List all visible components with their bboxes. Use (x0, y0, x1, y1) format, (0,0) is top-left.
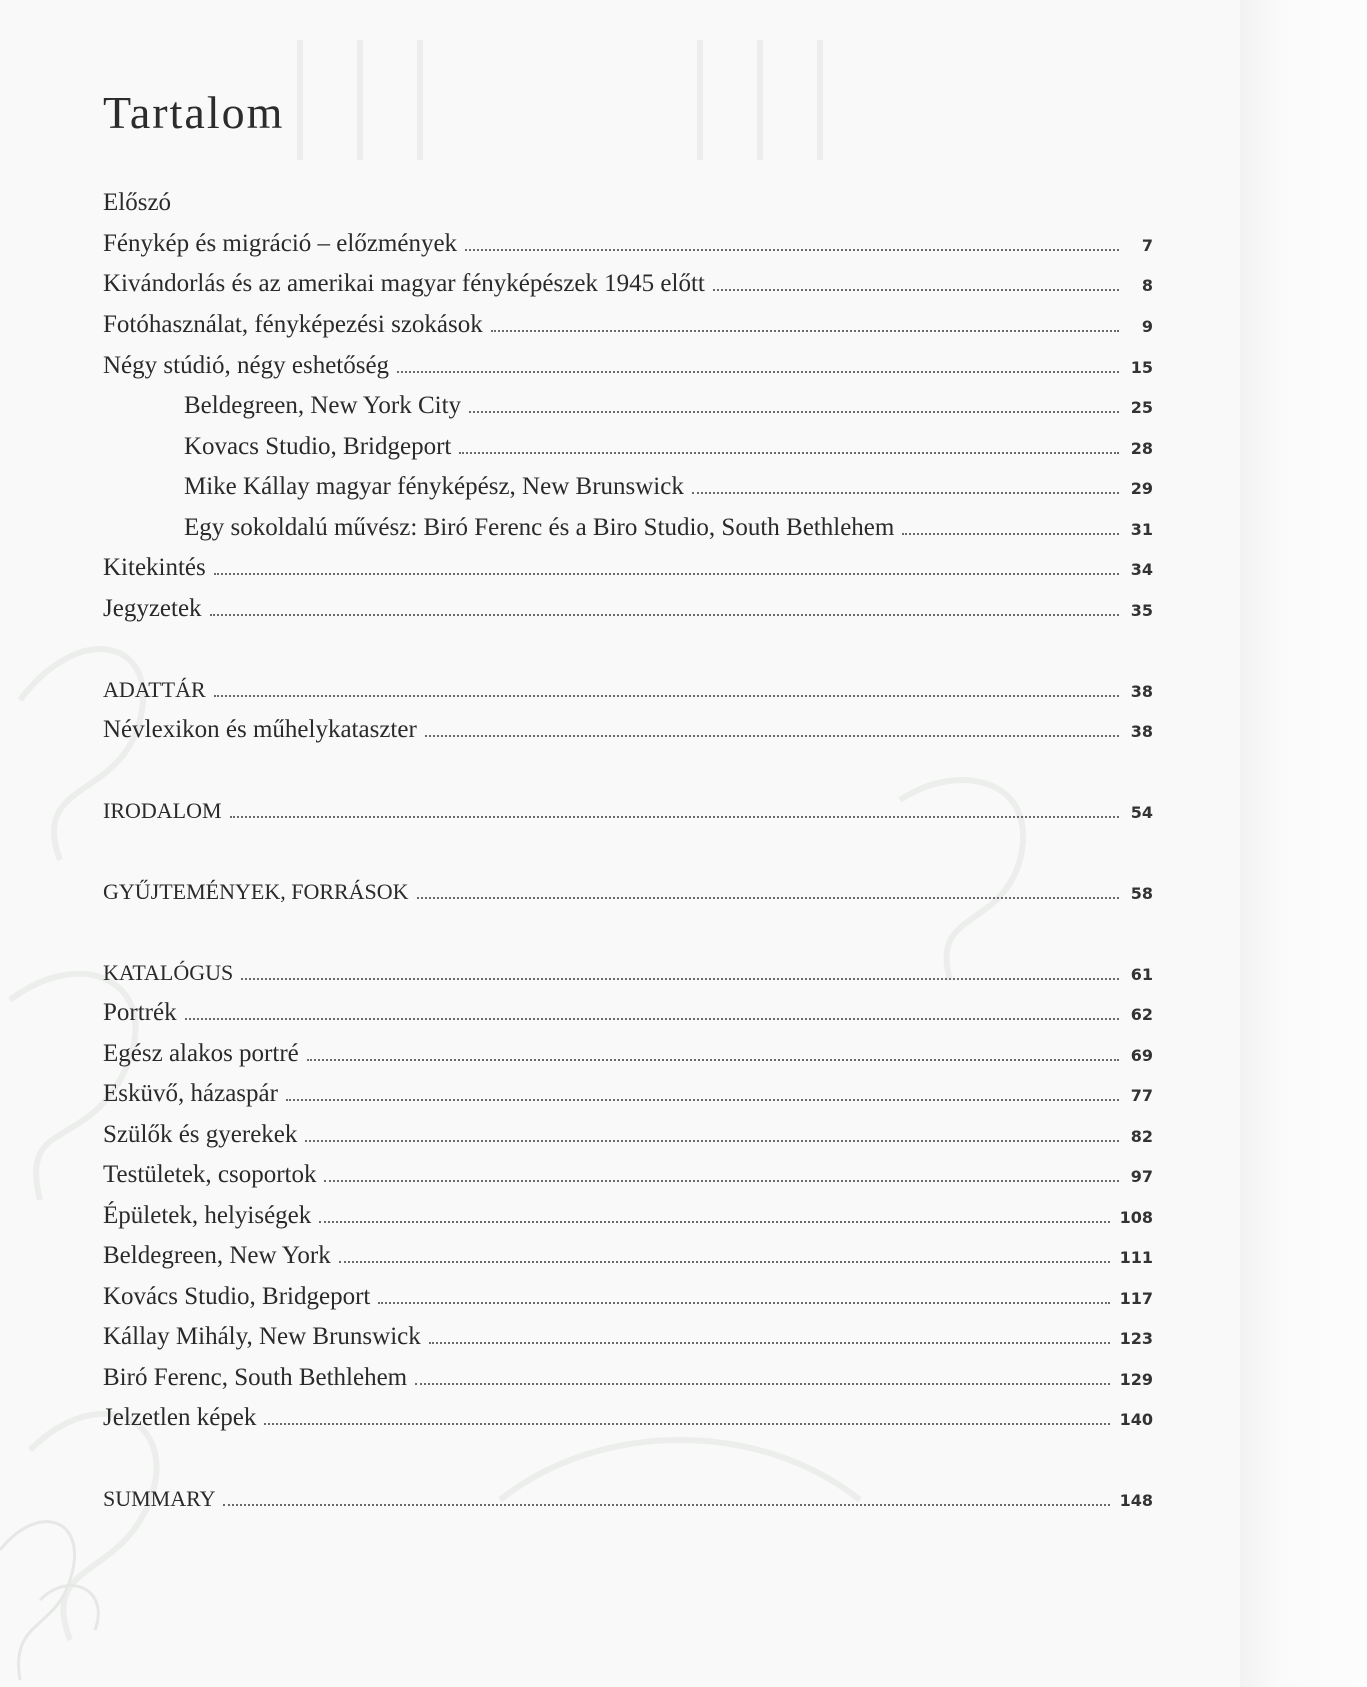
toc-entry-label: Előszó (103, 189, 172, 216)
toc-entry-label: IRODALOM (103, 798, 222, 823)
toc-page-number: 77 (1130, 1086, 1153, 1105)
toc-entry (103, 1321, 1153, 1353)
toc-page-number: 129 (1119, 1370, 1153, 1389)
toc-entry-label: Jelzetlen képek (103, 1404, 257, 1431)
dot-leader (339, 1259, 1110, 1263)
toc-page-number: 111 (1119, 1248, 1153, 1267)
dot-leader (378, 1300, 1109, 1304)
toc-entry-label: Jegyzetek (103, 595, 202, 622)
dot-leader (491, 328, 1119, 332)
dot-leader (902, 531, 1119, 535)
toc-page-number: 31 (1130, 520, 1153, 539)
dot-leader (469, 409, 1119, 413)
toc-section (103, 1483, 1153, 1515)
dot-leader (324, 1178, 1119, 1182)
dot-leader (214, 571, 1119, 575)
toc-page-number: 62 (1130, 1005, 1153, 1024)
toc-entry-eloszo (103, 187, 1153, 219)
toc-entry (103, 552, 1153, 584)
toc-page-number: 108 (1119, 1208, 1153, 1227)
toc-entry-label: SUMMARY (103, 1486, 216, 1511)
toc-entry (103, 1362, 1153, 1394)
toc-page-number: 69 (1130, 1046, 1153, 1065)
toc-entry (103, 309, 1153, 341)
toc-page-number: 123 (1119, 1329, 1153, 1348)
dot-leader (425, 733, 1119, 737)
dot-leader (264, 1421, 1109, 1425)
toc-page-number: 82 (1130, 1127, 1153, 1146)
toc-entry (103, 1119, 1153, 1151)
dot-leader (465, 247, 1119, 251)
toc-entry-label: Egy sokoldalú művész: Biró Ferenc és a Biro Studio, South Bethlehem (184, 514, 895, 541)
toc-entry-label: Névlexikon és műhelykataszter (103, 716, 417, 743)
dot-leader (397, 369, 1119, 373)
toc-entry-label: Fénykép és migráció – előzmények (103, 230, 458, 257)
toc-section (103, 795, 1153, 827)
toc-entry (103, 1402, 1153, 1434)
toc-subentry (184, 512, 1153, 544)
dot-leader (241, 976, 1119, 980)
toc-page-number: 140 (1119, 1410, 1153, 1429)
toc-entry-label: ADATTÁR (103, 677, 206, 702)
toc-entry-label: Kovács Studio, Bridgeport (103, 1283, 371, 1310)
toc-section (103, 957, 1153, 989)
toc-entry (103, 1159, 1153, 1191)
toc-entry (103, 997, 1153, 1029)
toc-entry (103, 268, 1153, 300)
dot-leader (210, 612, 1119, 616)
toc-entry-label: Kovacs Studio, Bridgeport (184, 433, 452, 460)
toc-page-number: 117 (1119, 1289, 1153, 1308)
toc-page-number: 29 (1130, 479, 1153, 498)
toc-entry-label: Biró Ferenc, South Bethlehem (103, 1364, 408, 1391)
toc-entry (103, 350, 1153, 382)
dot-leader (692, 490, 1119, 494)
toc-entry-label: Épületek, helyiségek (103, 1202, 312, 1229)
toc-entry-label: Négy stúdió, négy eshetőség (103, 352, 390, 379)
toc-page-number: 61 (1130, 965, 1153, 984)
toc-page-number: 15 (1130, 358, 1153, 377)
toc-subentry (184, 390, 1153, 422)
toc-entry-label: Egész alakos portré (103, 1040, 299, 1067)
toc-entry-label: Mike Kállay magyar fényképész, New Brunswick (184, 473, 684, 500)
toc-page-number: 54 (1130, 803, 1153, 822)
toc-entry (103, 1240, 1153, 1272)
toc-section (103, 876, 1153, 908)
toc-entry (103, 593, 1153, 625)
toc-page-number: 38 (1130, 722, 1153, 741)
toc-section (103, 674, 1153, 706)
toc-page-number: 97 (1130, 1167, 1153, 1186)
toc-page-number: 148 (1119, 1491, 1153, 1510)
dot-leader (417, 895, 1119, 899)
dot-leader (713, 287, 1119, 291)
toc-subentry (184, 471, 1153, 503)
toc-subentry (184, 431, 1153, 463)
page-title: Tartalom (103, 87, 285, 138)
toc-entry (103, 714, 1153, 746)
toc-page-number: 38 (1130, 682, 1153, 701)
page-gutter (1240, 0, 1367, 1687)
toc-page-number: 28 (1130, 439, 1153, 458)
dot-leader (223, 1502, 1109, 1506)
toc-entry (103, 1038, 1153, 1070)
toc-entry-label: GYŰJTEMÉNYEK, FORRÁSOK (103, 879, 409, 904)
toc-page-number: 25 (1130, 398, 1153, 417)
dot-leader (319, 1219, 1109, 1223)
toc-page-number: 34 (1130, 560, 1153, 579)
dot-leader (214, 693, 1119, 697)
toc-entry-label: Fotóhasználat, fényképezési szokások (103, 311, 483, 338)
toc-entry-label: Kivándorlás és az amerikai magyar fényképészek 1945 előtt (103, 270, 705, 297)
toc-page-number: 35 (1130, 601, 1153, 620)
toc-entry-label: Portrék (103, 999, 177, 1026)
toc-page-number: 58 (1130, 884, 1153, 903)
toc-entry-label: KATALÓGUS (103, 960, 234, 985)
dot-leader (305, 1138, 1119, 1142)
toc-entry-label: Testületek, csoportok (103, 1161, 317, 1188)
toc-entry (103, 228, 1153, 260)
dot-leader (415, 1381, 1109, 1385)
dot-leader (230, 814, 1119, 818)
toc-entry-label: Esküvő, házaspár (103, 1080, 278, 1107)
toc-entry (103, 1200, 1153, 1232)
dot-leader (459, 450, 1119, 454)
toc-page-number: 7 (1141, 236, 1153, 255)
toc-entry-label: Kitekintés (103, 554, 206, 581)
toc-entry-label: Beldegreen, New York City (184, 392, 462, 419)
toc-page-number: 8 (1141, 276, 1153, 295)
dot-leader (286, 1097, 1119, 1101)
toc-entry-label: Kállay Mihály, New Brunswick (103, 1323, 421, 1350)
toc-entry-label: Beldegreen, New York (103, 1242, 331, 1269)
toc-entry (103, 1281, 1153, 1313)
dot-leader (185, 1016, 1119, 1020)
dot-leader (307, 1057, 1119, 1061)
dot-leader (429, 1340, 1110, 1344)
toc-entry-label: Szülők és gyerekek (103, 1121, 298, 1148)
toc-page-number: 9 (1141, 317, 1153, 336)
toc-entry (103, 1078, 1153, 1110)
